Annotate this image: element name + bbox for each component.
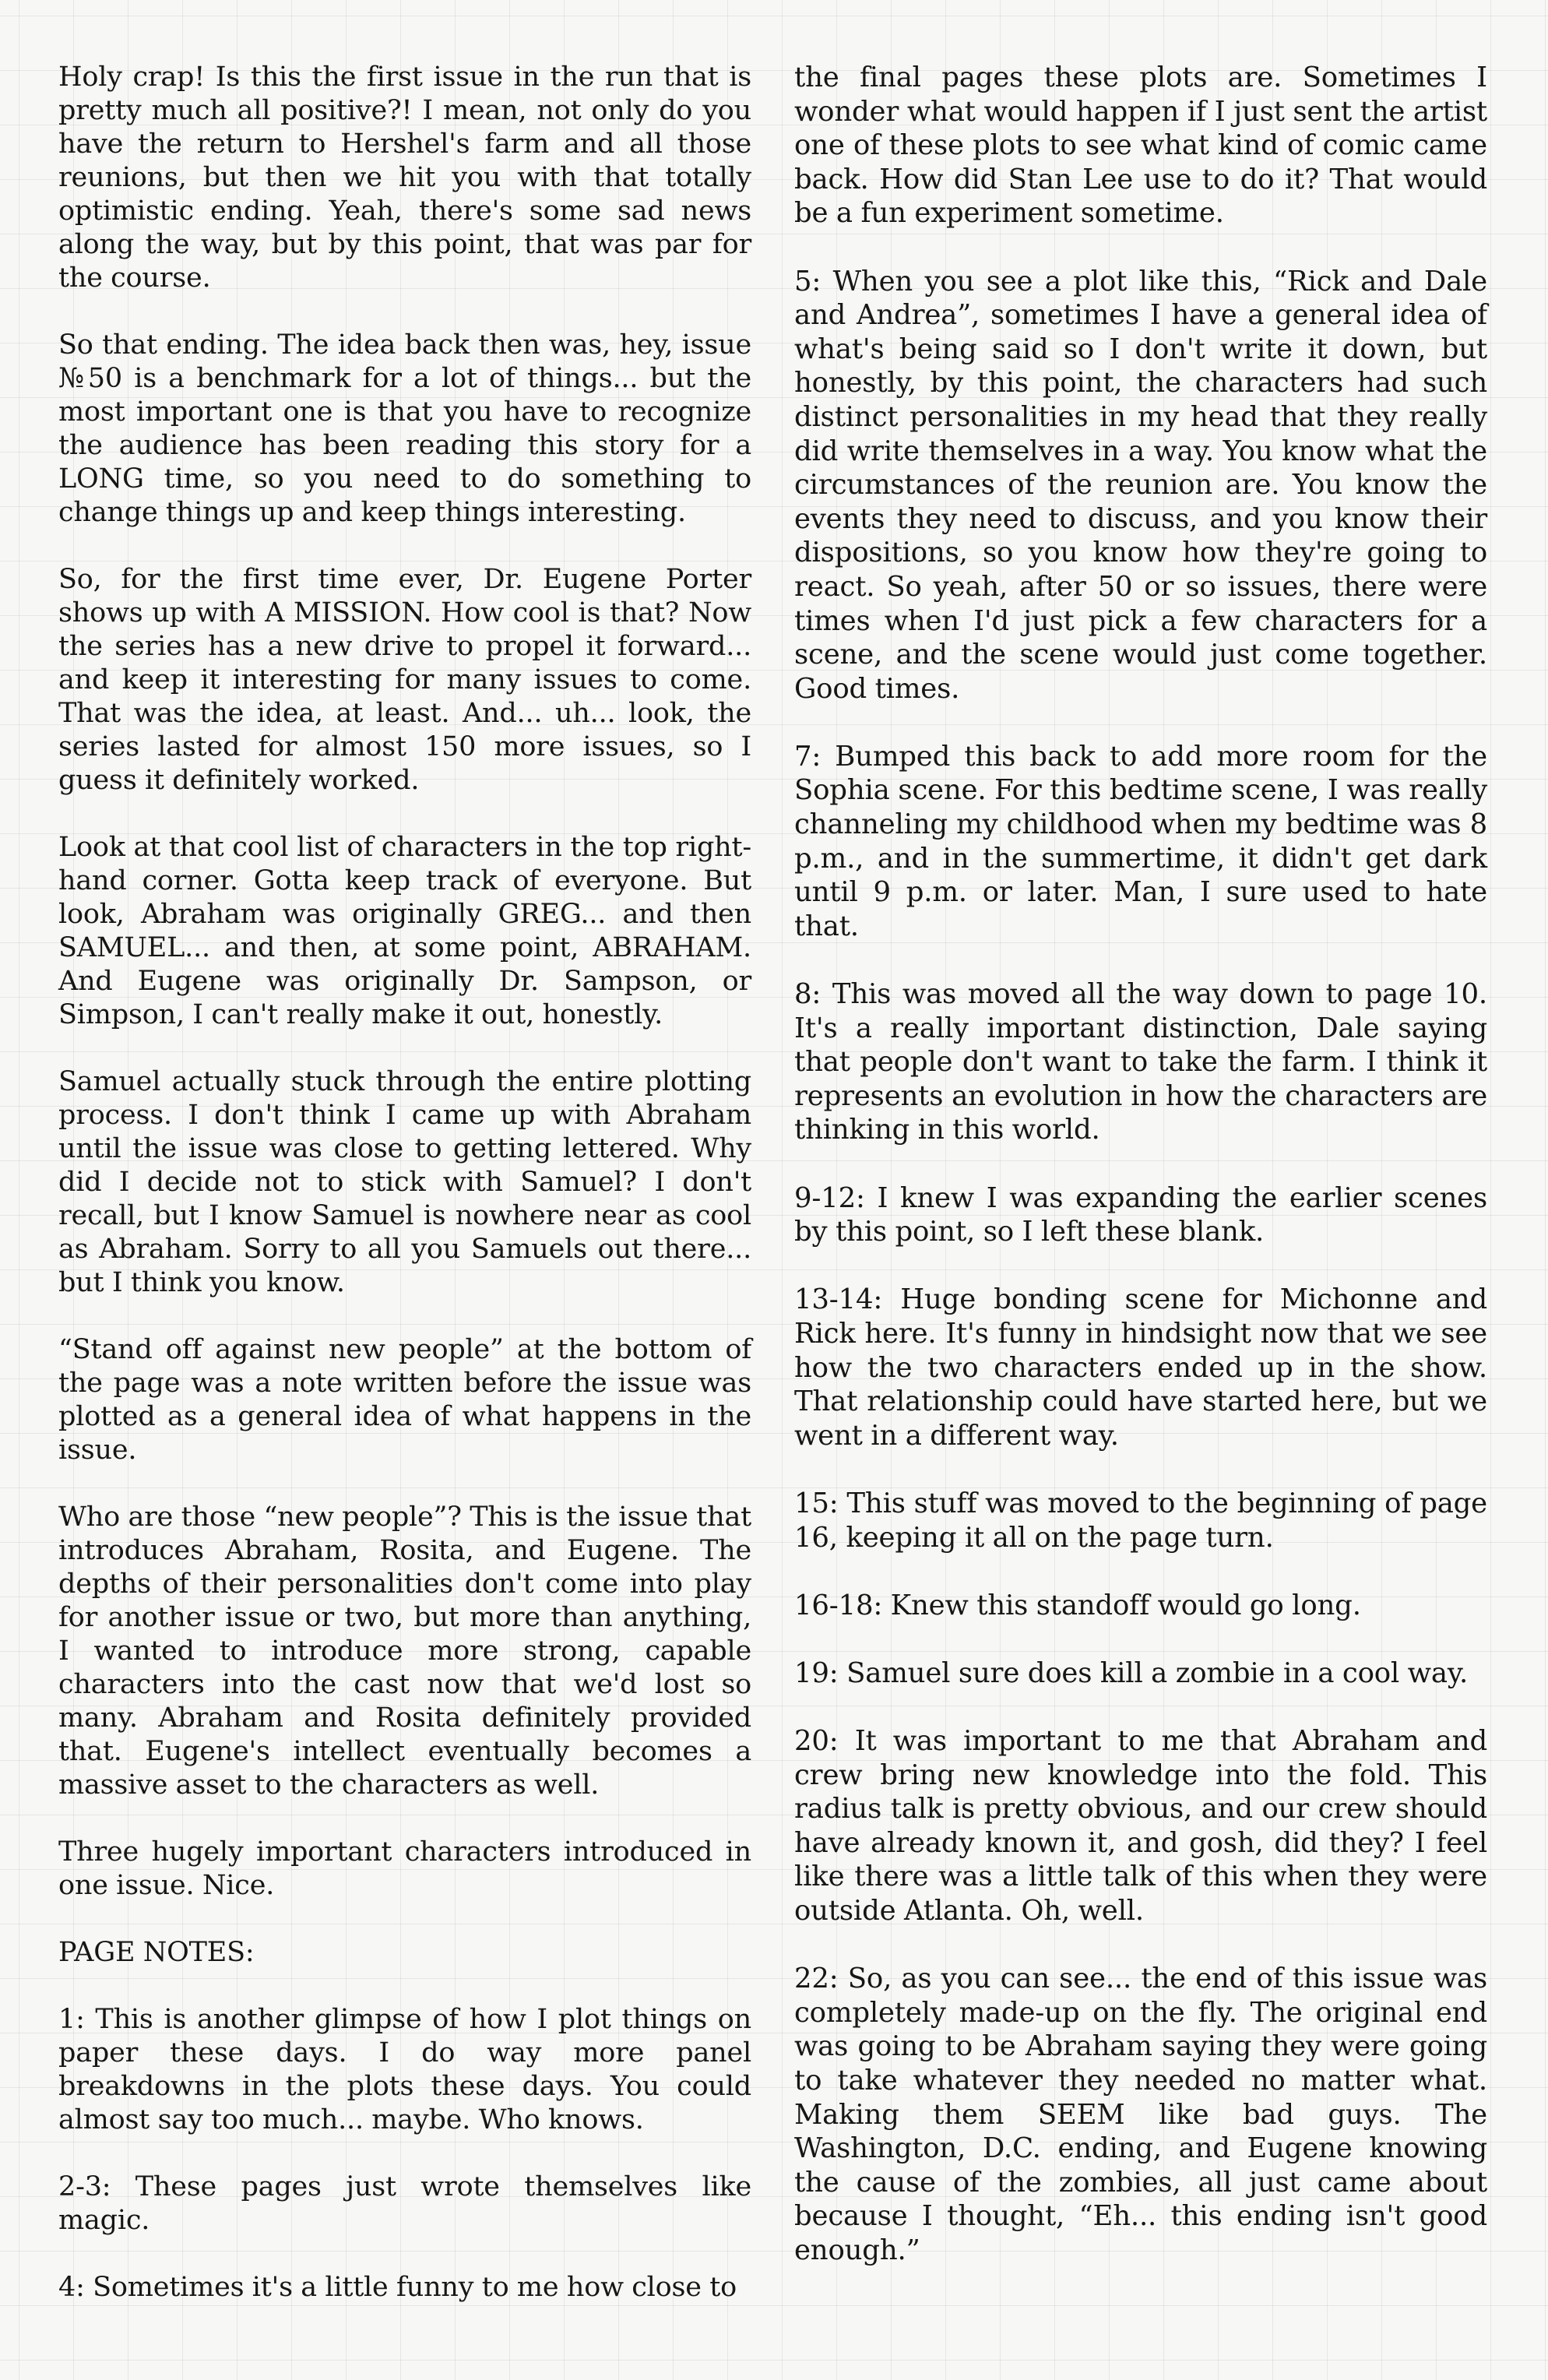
page-note: 22: So, as you can see... the end of this issue was completely made-up on the fly. The original end was going to be Abraham saying they were going to take whatever they needed no matter what. Making them SEEM like bad guys. The Washington, D.C. ending, and Eugene knowing the cause of the zombies, all just came about because I thought, “Eh... this ending isn't good enough.”	[794, 1963, 1487, 2266]
page-note: 5: When you see a plot like this, “Rick and Dale and Andrea”, sometimes I have a general idea of what's being said so I don't write it down, but honestly, by this point, the characters had such distinct personalities in my head that they really did write themselves in a way. You know what the circumstances of the reunion are. You know the events they need to discuss, and you know their dispositions, so you know how they're going to react. So yeah, after 50 or so issues, there were times when I'd just pick a few characters for a scene, and the scene would just come together. Good times.	[794, 265, 1487, 705]
page-note: 15: This stuff was moved to the beginning of page 16, keeping it all on the page turn.	[794, 1487, 1487, 1554]
section-heading: PAGE NOTES:	[58, 1937, 255, 1968]
paragraph: So that ending. The idea back then was, hey, issue №50 is a benchmark for a lot of things... but the most important one is that you have to recognize the audience has been reading this story for a LONG time, so you need to do something to change things up and keep things interesting.	[58, 329, 751, 528]
page-note: 13-14: Huge bonding scene for Michonne and Rick here. It's funny in hindsight now that we see how the two characters ended up in the show. That relationship could have started here, but we went in a different way.	[794, 1283, 1487, 1452]
page-note: the final pages these plots are. Sometimes I wonder what would happen if I just sent the artist one of these plots to see what kind of comic came back. How did Stan Lee use to do it? That would be a fun experiment sometime.	[794, 62, 1487, 230]
paragraph: Look at that cool list of characters in the top right-hand corner. Gotta keep track of everyone. But look, Abraham was originally GREG... and then SAMUEL... and then, at some point, ABRAHAM. And Eugene was originally Dr. Sampson, or Simpson, I can't really make it out, honestly.	[58, 832, 751, 1030]
page-note: 20: It was important to me that Abraham and crew bring new knowledge into the fold. This radius talk is pretty obvious, and our crew should have already known it, and gosh, did they? I feel like there was a little talk of this when they were outside Atlanta. Oh, well.	[794, 1725, 1487, 1928]
paragraph: Samuel actually stuck through the entire plotting process. I don't think I came up with Abraham until the issue was close to getting lettered. Why did I decide not to stick with Samuel? I don't recall, but I know Samuel is nowhere near as cool as Abraham. Sorry to all you Samuels out there... but I think you know.	[58, 1066, 751, 1298]
page-note: 8: This was moved all the way down to page 10. It's a really important distinction, Dale saying that people don't want to take the farm. I think it represents an evolution in how the characters are thinking in this world.	[794, 978, 1487, 1146]
paragraph: Three hugely important characters introduced in one issue. Nice.	[58, 1836, 751, 1901]
page-note: 7: Bumped this back to add more room for the Sophia scene. For this bedtime scene, I was really channeling my childhood when my bedtime was 8 p.m., and in the summertime, it didn't get dark until 9 p.m. or later. Man, I sure used to hate that.	[794, 740, 1487, 942]
paragraph: Holy crap! Is this the first issue in the run that is pretty much all positive?! I mean, not only do you have the return to Hershel's farm and all those reunions, but then we hit you with that totally optimistic ending. Yeah, there's some sad news along the way, but by this point, that was par for the course.	[58, 62, 751, 294]
page-note: 9-12: I knew I was expanding the earlier scenes by this point, so I left these blank.	[794, 1181, 1487, 1248]
page-note: 1: This is another glimpse of how I plot things on paper these days. I do way more panel breakdowns in the plots these days. You could almost say too much... maybe. Who knows.	[58, 2004, 751, 2135]
page-note: 4: Sometimes it's a little funny to me how close to	[58, 2272, 737, 2303]
right-column	[794, 61, 1487, 2268]
paragraph: So, for the first time ever, Dr. Eugene Porter shows up with A MISSION. How cool is that? Now the series has a new drive to propel it forward... and keep it interesting for many issues to come. That was the idea, at least. And... uh... look, the series lasted for almost 150 more issues, so I guess it definitely worked.	[58, 564, 751, 796]
page-note: 16-18: Knew this standoff would go long.	[794, 1589, 1361, 1621]
paragraph: Who are those “new people”? This is the issue that introduces Abraham, Rosita, and Eugene. The depths of their personalities don't come into play for another issue or two, but more than anything, I wanted to introduce more strong, capable characters into the cast now that we'd lost so many. Abraham and Rosita definitely provided that. Eugene's intellect eventually becomes a massive asset to the characters as well.	[58, 1502, 751, 1801]
page-note: 2-3: These pages just wrote themselves like magic.	[58, 2171, 751, 2236]
page-note: 19: Samuel sure does kill a zombie in a cool way.	[794, 1656, 1469, 1689]
left-column	[58, 61, 751, 2304]
paragraph: “Stand off against new people” at the bottom of the page was a note written before the issue was plotted as a general idea of what happens in the issue.	[58, 1334, 751, 1466]
